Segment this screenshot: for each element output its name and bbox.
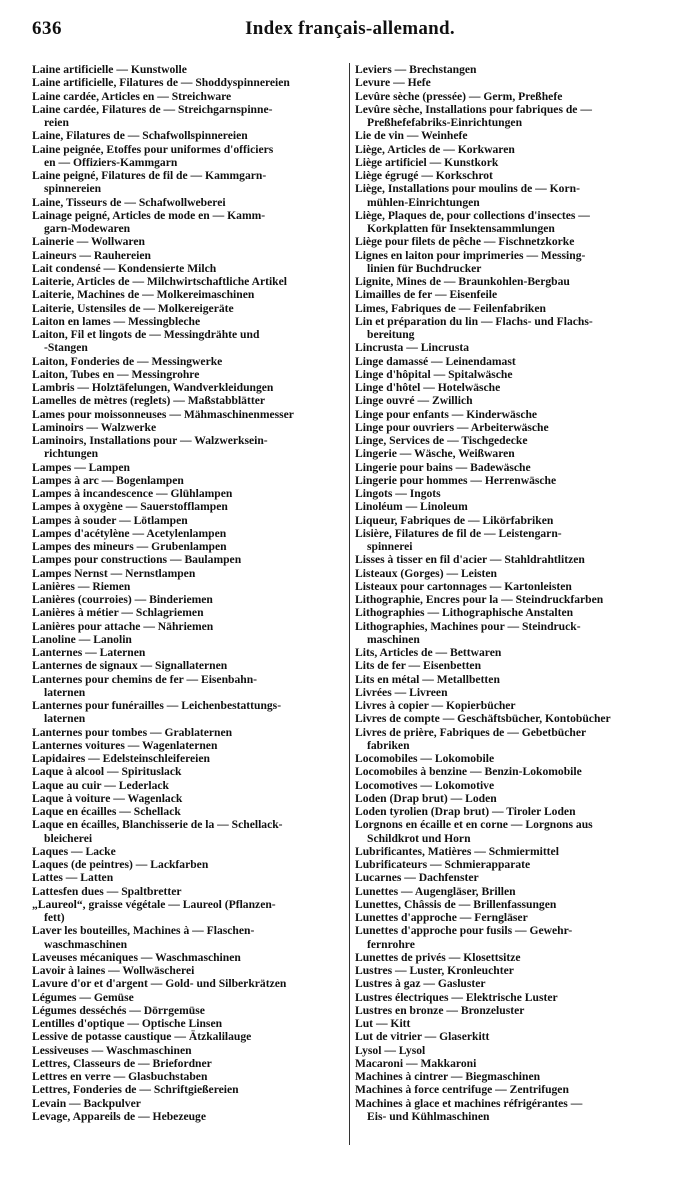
index-line: Lut — Kitt bbox=[355, 1017, 411, 1030]
index-line: Levûre sèche (pressée) — Germ, Preßhefe bbox=[355, 89, 563, 103]
index-line: Laque à alcool — Spirituslack bbox=[32, 765, 182, 779]
index-line: Machines à cintrer — Biegmaschinen bbox=[355, 1070, 541, 1083]
index-line: Lustres en bronze — Bronzeluster bbox=[355, 1003, 525, 1017]
index-line: Laiton en lames — Messingbleche bbox=[32, 314, 201, 328]
index-line: Lettres, Classeurs de — Briefordner bbox=[32, 1056, 212, 1070]
index-line: Lampes à incandescence — Glühlampen bbox=[32, 487, 233, 500]
index-line: Lin et préparation du lin — Flachs- und Flachs- bbox=[355, 314, 593, 328]
index-line: „Laureol“, graisse végétale — Laureol (Pflanzen- bbox=[32, 897, 276, 911]
index-line: Laiton, Fil et lingots de — Messingdrähte und bbox=[32, 328, 260, 341]
column-divider bbox=[349, 63, 350, 1145]
index-line: Lampes des mineurs — Grubenlampen bbox=[32, 540, 227, 553]
index-line: Lanières pour attache — Nähriemen bbox=[32, 619, 214, 633]
index-line: fernrohre bbox=[367, 937, 415, 951]
index-line: -Stangen bbox=[44, 341, 88, 355]
index-line: Lubrificateurs — Schmierapparate bbox=[355, 858, 531, 871]
index-line: Lingerie pour hommes — Herrenwäsche bbox=[355, 473, 557, 487]
index-line: Locomobiles à benzine — Benzin-Lokomobile bbox=[355, 765, 582, 779]
index-line: Leviers — Brechstangen bbox=[355, 63, 477, 76]
index-line: Laque en écailles — Schellack bbox=[32, 805, 181, 818]
index-line: Lisses à tisser en fil d'acier — Stahldrahtlitzen bbox=[355, 553, 585, 567]
index-line: Liège, Plaques de, pour collections d'insectes — bbox=[355, 208, 590, 222]
index-line: reien bbox=[44, 116, 69, 129]
index-line: garn-Modewaren bbox=[44, 222, 131, 235]
index-column-left bbox=[32, 63, 348, 1123]
index-line: Lanternes pour chemins de fer — Eisenbahn- bbox=[32, 672, 258, 686]
index-line: Laminoirs, Installations pour — Walzwerksein- bbox=[32, 434, 268, 447]
index-line: bereitung bbox=[367, 328, 415, 341]
index-line: Laine, Filatures de — Schafwollspinnereien bbox=[32, 129, 248, 143]
index-line: Laminoirs — Walzwerke bbox=[32, 420, 157, 434]
index-line: Lorgnons en écaille et en corne — Lorgnons aus bbox=[355, 818, 593, 832]
index-line: Lettres, Fonderies de — Schriftgießereien bbox=[32, 1083, 239, 1097]
index-line: Lainerie — Wollwaren bbox=[32, 235, 145, 249]
index-line: Liège, Installations pour moulins de — Korn- bbox=[355, 182, 580, 196]
index-line: Laineurs — Rauhereien bbox=[32, 248, 151, 262]
index-line: Locomobiles — Lokomobile bbox=[355, 752, 495, 765]
index-line: Laine cardée, Filatures de — Streichgarnspinne- bbox=[32, 102, 273, 116]
index-line: Schildkrot und Horn bbox=[367, 831, 471, 845]
index-line: Lits de fer — Eisenbetten bbox=[355, 659, 482, 673]
index-line: Laques (de peintres) — Lackfarben bbox=[32, 858, 209, 871]
index-line: Liqueur, Fabriques de — Likörfabriken bbox=[355, 513, 554, 527]
index-line: Laiton, Tubes en — Messingrohre bbox=[32, 367, 200, 381]
index-line: Lucarnes — Dachfenster bbox=[355, 871, 479, 885]
index-line: Laque au cuir — Lederlack bbox=[32, 778, 169, 792]
index-line: bleicherei bbox=[44, 831, 93, 845]
index-line: en — Offiziers-Kammgarn bbox=[44, 155, 178, 169]
index-line: Laver les bouteilles, Machines à — Flaschen- bbox=[32, 924, 255, 938]
index-line: Preßhefefabriks-Einrichtungen bbox=[367, 116, 523, 129]
index-line: Laques — Lacke bbox=[32, 844, 116, 858]
index-line: Laine peignée, Etoffes pour uniformes d'officiers bbox=[32, 142, 274, 156]
index-line: Linge pour ouvriers — Arbeiterwäsche bbox=[355, 420, 549, 434]
index-line: spinnerei bbox=[367, 540, 413, 553]
index-line: Linge, Services de — Tischgedecke bbox=[355, 434, 528, 447]
index-line: Livres de prière, Fabriques de — Gebetbücher bbox=[355, 725, 587, 739]
index-line: Lainage peigné, Articles de mode en — Kamm- bbox=[32, 208, 266, 222]
index-line: mühlen-Einrichtungen bbox=[367, 195, 480, 209]
index-line: Lanoline — Lanolin bbox=[32, 632, 132, 646]
index-line: Locomotives — Lokomotive bbox=[355, 778, 495, 792]
index-line: Liège artificiel — Kunstkork bbox=[355, 155, 499, 169]
index-line: Lits en métal — Metallbetten bbox=[355, 672, 500, 686]
index-line: laternen bbox=[44, 685, 86, 699]
index-line: Lamelles de mètres (reglets) — Maßstabblätter bbox=[32, 394, 265, 408]
index-line: Lunettes — Augengläser, Brillen bbox=[355, 884, 516, 898]
index-line: Machines à glace et machines réfrigérantes — bbox=[355, 1096, 583, 1110]
index-line: fabriken bbox=[367, 738, 410, 752]
index-line: Livres de compte — Geschäftsbücher, Kontobücher bbox=[355, 712, 611, 726]
index-line: Lustres électriques — Elektrische Luster bbox=[355, 990, 558, 1004]
index-line: Liège, Articles de — Korkwaren bbox=[355, 142, 515, 156]
index-line: Légumes desséchés — Dörrgemüse bbox=[32, 1003, 205, 1017]
index-line: Lampes à souder — Lötlampen bbox=[32, 513, 188, 527]
index-line: Linge damassé — Leinendamast bbox=[355, 354, 516, 368]
index-line: Lait condensé — Kondensierte Milch bbox=[32, 261, 217, 275]
index-line: Lithographies, Machines pour — Steindruck- bbox=[355, 619, 581, 633]
index-line: Lunettes d'approche — Ferngläser bbox=[355, 911, 528, 924]
page-number: 636 bbox=[32, 18, 62, 39]
index-line: Laque à voiture — Wagenlack bbox=[32, 791, 183, 805]
index-line: Lignite, Mines de — Braunkohlen-Bergbau bbox=[355, 275, 570, 288]
index-line: Lavoir à laines — Wollwäscherei bbox=[32, 964, 195, 977]
index-line: Lapidaires — Edelsteinschleifereien bbox=[32, 752, 210, 765]
index-line: linien für Buchdrucker bbox=[367, 261, 482, 275]
index-line: Liège égrugé — Korkschrot bbox=[355, 169, 493, 182]
index-line: Lessive de potasse caustique — Ätzkalilauge bbox=[32, 1030, 252, 1044]
index-line: Laine cardée, Articles en — Streichware bbox=[32, 89, 232, 103]
index-line: Lettres en verre — Glasbuchstaben bbox=[32, 1070, 208, 1083]
index-line: Linge pour enfants — Kinderwäsche bbox=[355, 407, 538, 421]
index-line: Lanières — Riemen bbox=[32, 579, 131, 593]
index-line: Laque en écailles, Blanchisserie de la — Schellack- bbox=[32, 818, 283, 832]
index-line: Lunettes d'approche pour fusils — Gewehr- bbox=[355, 924, 573, 938]
index-line: Lanternes pour funérailles — Leichenbestattungs- bbox=[32, 699, 282, 712]
index-line: Laine, Tisseurs de — Schafwollweberei bbox=[32, 195, 226, 209]
index-line: Lut de vitrier — Glaserkitt bbox=[355, 1030, 490, 1044]
index-line: Loden (Drap brut) — Loden bbox=[355, 791, 497, 805]
index-line: richtungen bbox=[44, 447, 99, 461]
index-line: Lanières à métier — Schlagriemen bbox=[32, 606, 204, 620]
index-column-right bbox=[355, 63, 669, 1123]
index-line: Laiterie, Articles de — Milchwirtschaftliche Artikel bbox=[32, 275, 287, 288]
index-line: Lingots — Ingots bbox=[355, 487, 441, 500]
index-line: Lignes en laiton pour imprimeries — Messing- bbox=[355, 248, 586, 262]
index-line: Lithographies — Lithographische Anstalten bbox=[355, 606, 574, 620]
index-line: Machines à force centrifuge — Zentrifugen bbox=[355, 1083, 569, 1097]
index-line: laternen bbox=[44, 712, 86, 726]
index-line: Levain — Backpulver bbox=[32, 1096, 141, 1110]
index-line: Levûre sèche, Installations pour fabriques de — bbox=[355, 102, 592, 116]
index-line: Laine peigné, Filatures de fil de — Kammgarn- bbox=[32, 169, 267, 182]
index-line: Lambris — Holztäfelungen, Wandverkleidungen bbox=[32, 381, 274, 394]
index-line: Limailles de fer — Eisenfeile bbox=[355, 288, 498, 302]
index-line: maschinen bbox=[367, 632, 420, 646]
index-line: Lustres — Luster, Kronleuchter bbox=[355, 964, 514, 977]
index-line: Lampes — Lampen bbox=[32, 460, 130, 474]
index-line: Lanternes de signaux — Signallaternen bbox=[32, 659, 228, 673]
index-line: Lithographie, Encres pour la — Steindruckfarben bbox=[355, 593, 604, 606]
index-line: Livrées — Livreen bbox=[355, 685, 448, 699]
index-line: Lavure d'or et d'argent — Gold- und Silberkrätzen bbox=[32, 977, 287, 991]
index-line: Lanternes — Laternen bbox=[32, 646, 146, 659]
index-line: Lie de vin — Weinhefe bbox=[355, 129, 468, 143]
index-line: spinnereien bbox=[44, 182, 102, 196]
index-line: Linge ouvré — Zwillich bbox=[355, 394, 473, 408]
page-header bbox=[30, 18, 670, 48]
index-line: Lanières (courroies) — Binderiemen bbox=[32, 593, 213, 606]
index-line: Lisière, Filatures de fil de — Leistengarn- bbox=[355, 526, 562, 540]
index-line: Lunettes de privés — Klosettsitze bbox=[355, 950, 521, 964]
index-line: Korkplatten für Insektensammlungen bbox=[367, 222, 555, 235]
index-line: Linge d'hôtel — Hotelwäsche bbox=[355, 381, 501, 394]
index-line: Laine artificielle, Filatures de — Shoddyspinnereien bbox=[32, 76, 290, 90]
index-line: Lunettes, Châssis de — Brillenfassungen bbox=[355, 897, 557, 911]
index-line: Lattes — Latten bbox=[32, 871, 114, 885]
index-line: Linge d'hôpital — Spitalwäsche bbox=[355, 367, 513, 381]
index-line: Laveuses mécaniques — Waschmaschinen bbox=[32, 950, 241, 964]
index-line: Lanternes pour tombes — Grablaternen bbox=[32, 725, 233, 739]
index-line: Laiton, Fonderies de — Messingwerke bbox=[32, 354, 223, 368]
index-line: Lits, Articles de — Bettwaren bbox=[355, 646, 502, 659]
index-line: Levage, Appareils de — Hebezeuge bbox=[32, 1109, 206, 1123]
index-line: Loden tyrolien (Drap brut) — Tiroler Loden bbox=[355, 805, 576, 818]
index-line: Liège pour filets de pêche — Fischnetzkorke bbox=[355, 235, 575, 249]
index-line: Listeaux pour cartonnages — Kartonleisten bbox=[355, 579, 572, 593]
index-line: Lysol — Lysol bbox=[355, 1043, 426, 1057]
index-line: Lampes Nernst — Nernstlampen bbox=[32, 566, 196, 580]
index-line: Macaroni — Makkaroni bbox=[355, 1056, 477, 1070]
index-line: Lampes pour constructions — Baulampen bbox=[32, 553, 242, 567]
index-line: waschmaschinen bbox=[44, 937, 128, 951]
index-line: Linoléum — Linoleum bbox=[355, 500, 468, 514]
index-line: Lessiveuses — Waschmaschinen bbox=[32, 1043, 192, 1057]
index-line: Lustres à gaz — Gasluster bbox=[355, 977, 486, 991]
index-line: Lanternes voitures — Wagenlaternen bbox=[32, 738, 218, 752]
index-line: fett) bbox=[44, 911, 65, 924]
index-line: Lampes d'acétylène — Acetylenlampen bbox=[32, 526, 227, 540]
index-line: Laine artificielle — Kunstwolle bbox=[32, 63, 187, 76]
page-title: Index français-allemand. bbox=[245, 18, 455, 39]
index-line: Livres à copier — Kopierbücher bbox=[355, 699, 516, 712]
index-line: Eis- und Kühlmaschinen bbox=[367, 1109, 490, 1123]
index-line: Levure — Hefe bbox=[355, 76, 431, 90]
index-line: Lames pour moissonneuses — Mähmaschinenmesser bbox=[32, 407, 294, 421]
index-line: Lattesfen dues — Spaltbretter bbox=[32, 884, 182, 898]
index-line: Laiterie, Ustensiles de — Molkereigeräte bbox=[32, 301, 234, 315]
index-line: Lampes à oxygène — Sauerstofflampen bbox=[32, 500, 228, 514]
index-line: Lentilles d'optique — Optische Linsen bbox=[32, 1017, 223, 1030]
index-line: Limes, Fabriques de — Feilenfabriken bbox=[355, 301, 546, 315]
index-line: Lubrificantes, Matières — Schmiermittel bbox=[355, 844, 559, 858]
index-line: Légumes — Gemüse bbox=[32, 990, 134, 1004]
index-line: Lincrusta — Lincrusta bbox=[355, 341, 470, 355]
index-line: Laiterie, Machines de — Molkereimaschinen bbox=[32, 288, 255, 302]
index-line: Listeaux (Gorges) — Leisten bbox=[355, 566, 498, 580]
index-line: Lingerie — Wäsche, Weißwaren bbox=[355, 447, 515, 461]
index-line: Lingerie pour bains — Badewäsche bbox=[355, 460, 531, 474]
index-line: Lampes à arc — Bogenlampen bbox=[32, 473, 184, 487]
